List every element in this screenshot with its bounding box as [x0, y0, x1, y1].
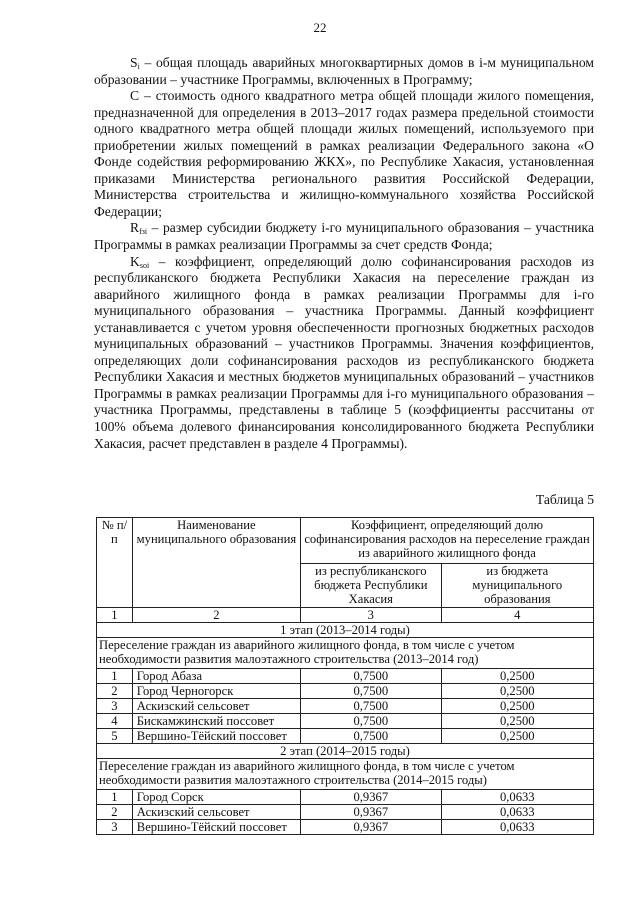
table-row: 4 Бискамжинский поссовет 0,7500 0,2500 — [97, 714, 594, 729]
header-num: № п/п — [97, 518, 133, 608]
table-row: 3 Аскизский сельсовет 0,7500 0,2500 — [97, 699, 594, 714]
symbol-s: $S_i$ — [130, 55, 140, 71]
table-row: 1 Город Абаза 0,7500 0,2500 — [97, 669, 594, 684]
header-coef-municipal: из бюджета муниципального образования — [441, 564, 593, 608]
symbol-r: $R_{fзi}$ — [130, 220, 148, 237]
table-row: 1 Город Сорск 0,9367 0,0633 — [97, 790, 594, 805]
definition-s: $S_i$ – общая площадь аварийных многоквартирных домов в i-м муниципальном образовании – участнике Программы, включенных в Программу; — [94, 55, 594, 87]
stage-2-title-row: 2 этап (2014–2015 годы) — [97, 744, 594, 759]
stage-1-description-row: Переселение граждан из аварийного жилищного фонда, в том числе с учетом необходимости развития малоэтажного строительства (2013–2014 год) — [97, 638, 594, 669]
symbol-c: С — [130, 88, 140, 104]
definition-k: $K_{soi}$ – коэффициент, определяющий долю софинансирования расходов из республиканского бюджета Республики Хакасия на переселение граждан из аварийного жилищного фонда в рамках реализации Программы для i-го муниципального образования – участника Программы. Данный коэффициент устанавливается с учетом уровня обеспеченности прогнозных бюджетных расходов муниципальных образований – участников Программы. Значения коэффициентов, определяющих доли софинансирования расходов из республиканского бюджета Республики Хакасия и местных бюджетов муниципальных образований – участников Программы в рамках реализации Программы для i-го муниципального образования – участника Программы, представлены в таблице 5 (коэффициенты рассчитаны от 100% объема долевого финансирования консолидированного бюджета Республики Хакасия, расчет представлен в разделе 4 Программы). — [94, 253, 594, 451]
header-coef-republic: из республиканского бюджета Республики Хакасия — [301, 564, 442, 608]
coefficients-table — [96, 517, 594, 835]
definition-c: С – стоимость одного квадратного метра общей площади жилого помещения, предназначенной для определения в 2013–2017 годах размера предельной стоимости одного квадратного метра общей площади жилых помещений, используемого при приобретении жилых помещений в рамках реализации Федерального закона «О Фонде содействия реформированию ЖКХ», по Республике Хакасия, установленная приказами Министерства регионального развития Российской Федерации, Министерства строительства и жилищно-коммунального хозяйства Российской Федерации; — [94, 88, 594, 219]
definition-r: $R_{fзi}$ – размер субсидии бюджету i-го муниципального образования – участника Программы в рамках реализации Программы за счет средств Фонда; — [94, 220, 594, 253]
column-numbers-row: 1 2 3 4 — [97, 608, 594, 623]
table-row: 2 Город Черногорск 0,7500 0,2500 — [97, 684, 594, 699]
body-text — [94, 55, 594, 452]
page-number: 22 — [313, 20, 327, 35]
table-row: 5 Вершино-Тёйский поссовет 0,7500 0,2500 — [97, 729, 594, 744]
header-coef-group: Коэффициент, определяющий долю софинансирования расходов на переселение граждан из аварийного жилищного фонда — [301, 518, 594, 564]
stage-1-title-row: 1 этап (2013–2014 годы) — [97, 623, 594, 638]
header-name: Наименование муниципального образования — [132, 518, 300, 608]
stage-2-description-row: Переселение граждан из аварийного жилищного фонда, в том числе с учетом необходимости развития малоэтажного строительства (2014–2015 годы) — [97, 759, 594, 790]
table-row: 3 Вершино-Тёйский поссовет 0,9367 0,0633 — [97, 820, 594, 835]
table-row: 2 Аскизский сельсовет 0,9367 0,0633 — [97, 805, 594, 820]
symbol-k: $K_{soi}$ — [130, 253, 150, 270]
table-caption: Таблица 5 — [535, 492, 594, 507]
